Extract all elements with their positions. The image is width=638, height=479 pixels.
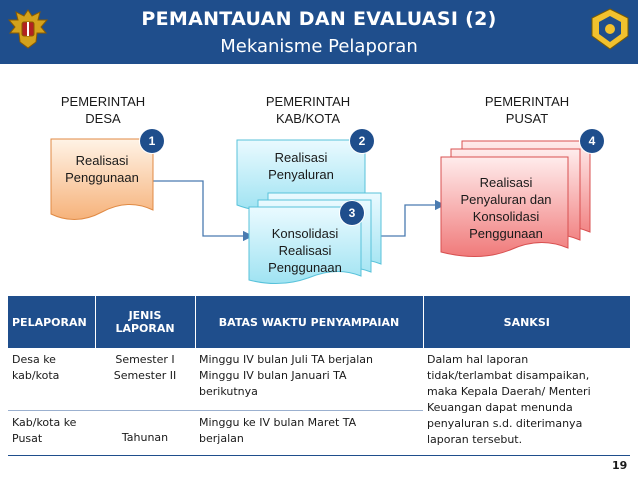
column-heading-kabkota <box>233 93 383 127</box>
cell-jenis <box>95 411 195 466</box>
cell-line: laporan tersebut. <box>427 433 523 446</box>
cell-line: Semester I <box>115 353 175 366</box>
header-pelaporan: PELAPORAN <box>8 296 95 348</box>
cell-line: Minggu IV bulan Januari TA <box>199 369 347 382</box>
cell-jenis <box>95 348 195 411</box>
column-heading-line1: PEMERINTAH <box>484 94 570 109</box>
document-label <box>50 152 154 186</box>
cell-sanksi <box>423 348 630 465</box>
page-title: PEMANTAUAN DAN EVALUASI (2) <box>141 8 497 30</box>
header-jenis-laporan: JENIS LAPORAN <box>95 296 195 348</box>
page-number: 19 <box>612 459 628 472</box>
column-heading-line1: PEMERINTAH <box>60 94 146 109</box>
document-label <box>236 149 366 183</box>
table-bottom-border <box>8 455 630 456</box>
cell-line: Minggu IV bulan Juli TA berjalan <box>199 353 373 366</box>
header-batas-waktu: BATAS WAKTU PENYAMPAIAN <box>195 296 423 348</box>
cell-line: Desa ke <box>12 353 56 366</box>
cell-line: Keuangan dapat menunda <box>427 401 573 414</box>
document-label-line: Penyaluran dan <box>460 192 552 207</box>
cell-line: tidak/terlambat disampaikan, <box>427 369 590 382</box>
document-label-line: Realisasi <box>479 175 533 190</box>
document-label-line: Realisasi <box>274 150 328 165</box>
table-row <box>8 348 630 411</box>
table-header-row <box>8 296 630 348</box>
document-label-line: Penggunaan <box>65 170 139 185</box>
header-sanksi: SANKSI <box>423 296 630 348</box>
column-heading-line2: PUSAT <box>505 111 549 126</box>
cell-line: berikutnya <box>199 385 258 398</box>
cell-pelaporan <box>8 411 95 466</box>
page-subtitle: Mekanisme Pelaporan <box>220 36 418 57</box>
cell-batas-waktu <box>195 411 423 466</box>
document-label <box>448 174 564 242</box>
column-heading-line2: KAB/KOTA <box>275 111 341 126</box>
document-label-line: Konsolidasi <box>271 226 339 241</box>
cell-line: Pusat <box>12 432 43 445</box>
document-label <box>249 225 361 276</box>
column-heading-pusat <box>452 93 602 127</box>
cell-line: maka Kepala Daerah/ Menteri <box>427 385 591 398</box>
document-label-line: Penggunaan <box>268 260 342 275</box>
column-heading-line1: PEMERINTAH <box>265 94 351 109</box>
cell-line: Tahunan <box>121 431 169 444</box>
cell-line: Minggu ke IV bulan Maret TA <box>199 416 357 429</box>
step-badge-2: 2 <box>350 129 374 153</box>
column-heading-desa <box>28 93 178 127</box>
reporting-table <box>8 296 630 465</box>
document-label-line: Realisasi <box>75 153 129 168</box>
column-heading-line2: DESA <box>85 111 121 126</box>
document-label-line: Penggunaan <box>469 226 543 241</box>
cell-line: Semester II <box>113 369 177 382</box>
cell-line: berjalan <box>199 432 244 445</box>
header-bar <box>0 0 638 64</box>
cell-line: Kab/kota ke <box>12 416 77 429</box>
step-badge-1: 1 <box>140 129 164 153</box>
document-label-line: Penyaluran <box>268 167 334 182</box>
cell-line: penyaluran s.d. diterimanya <box>427 417 583 430</box>
cell-pelaporan <box>8 348 95 411</box>
cell-line: kab/kota <box>12 369 60 382</box>
step-badge-4: 4 <box>580 129 604 153</box>
cell-batas-waktu <box>195 348 423 411</box>
cell-line: Dalam hal laporan <box>427 353 529 366</box>
step-badge-3: 3 <box>340 201 364 225</box>
document-label-line: Konsolidasi <box>472 209 540 224</box>
document-label-line: Realisasi <box>278 243 332 258</box>
ministry-logo-icon <box>588 6 632 52</box>
